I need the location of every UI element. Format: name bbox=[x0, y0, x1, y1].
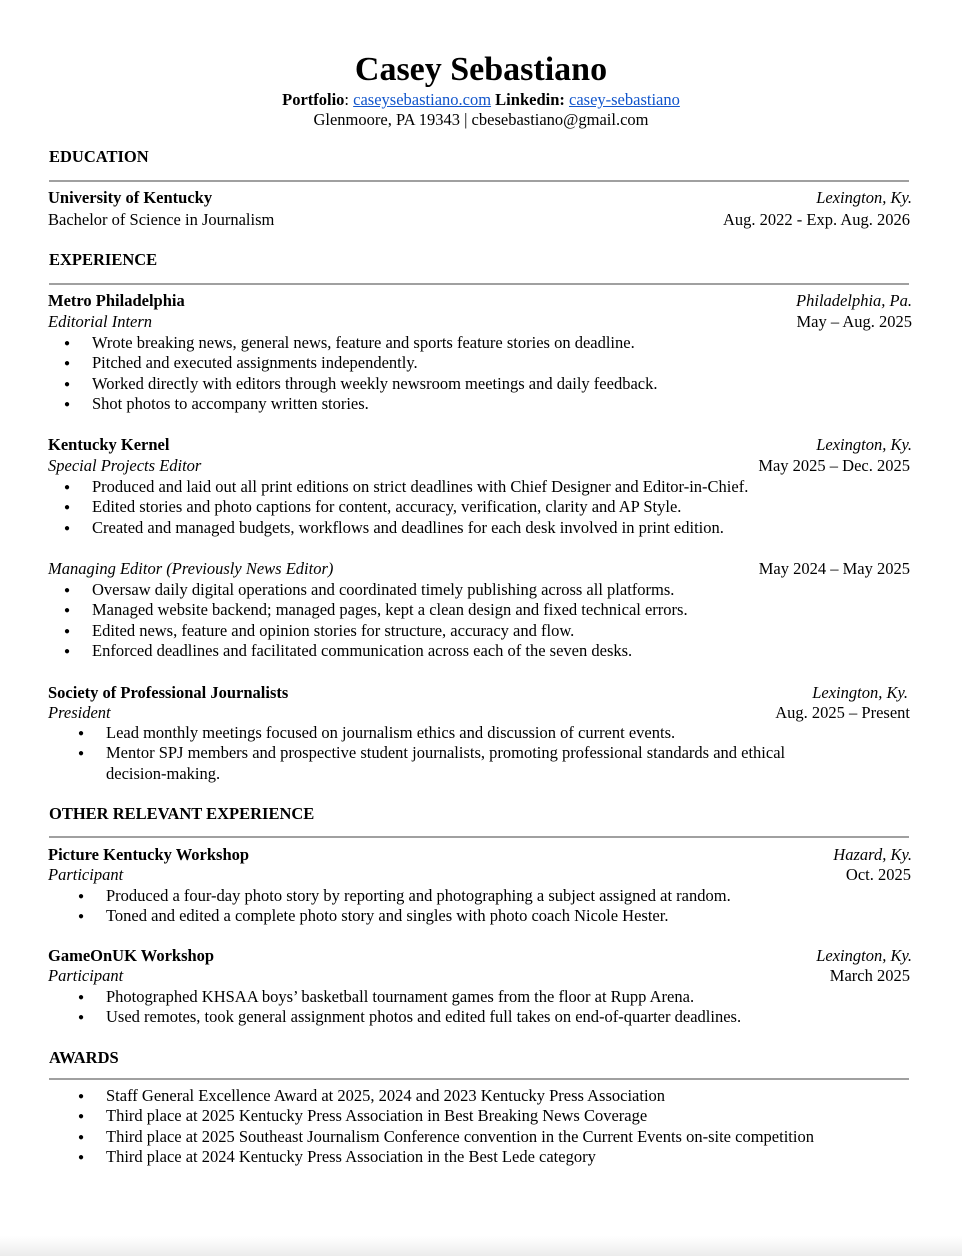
list-item: ● Third place at 2025 Southeast Journalism Conference convention in the Current Events on-site competition bbox=[106, 1127, 906, 1147]
school-location: Lexington, Ky. bbox=[816, 188, 912, 207]
awards-bullets bbox=[106, 1086, 906, 1168]
list-item: ● Third place at 2025 Kentucky Press Association in Best Breaking News Coverage bbox=[106, 1106, 906, 1126]
metro-org-row bbox=[48, 291, 912, 311]
education-title: EDUCATION bbox=[49, 147, 149, 166]
kernel-dates2: May 2024 – May 2025 bbox=[758, 559, 910, 578]
spj-org-row bbox=[48, 683, 908, 703]
other-title: OTHER RELEVANT EXPERIENCE bbox=[49, 804, 315, 823]
spj-org: Society of Professional Journalists bbox=[48, 683, 289, 702]
pkw-bullets bbox=[106, 886, 906, 927]
list-item: ● Third place at 2024 Kentucky Press Association in the Best Lede category bbox=[106, 1147, 906, 1167]
gameon-bullets bbox=[106, 987, 906, 1028]
kernel-bullets bbox=[92, 477, 912, 538]
kernel-bullets2 bbox=[92, 580, 912, 662]
pkw-location: Hazard, Ky. bbox=[833, 845, 912, 864]
list-item: ● Produced a four-day photo story by reporting and photographing a subject assigned at random. bbox=[106, 886, 906, 906]
list-item: ● Worked directly with editors through weekly newsroom meetings and daily feedback. bbox=[92, 374, 912, 394]
list-item: ● Edited news, feature and opinion stories for structure, accuracy and flow. bbox=[92, 621, 912, 641]
metro-dates: May – Aug. 2025 bbox=[796, 312, 912, 331]
page-bottom-shadow bbox=[0, 1236, 962, 1256]
spj-role-row bbox=[48, 703, 910, 723]
pkw-role: Participant bbox=[48, 865, 124, 884]
pkw-dates: Oct. 2025 bbox=[845, 865, 911, 884]
list-item: ● Produced and laid out all print editions on strict deadlines with Chief Designer and Editor-in-Chief. bbox=[92, 477, 912, 497]
gameon-org-row bbox=[48, 946, 912, 966]
kernel-role2: Managing Editor (Previously News Editor) bbox=[48, 559, 334, 578]
gameon-dates: March 2025 bbox=[829, 966, 910, 985]
other-divider bbox=[49, 836, 909, 838]
kernel-org: Kentucky Kernel bbox=[48, 435, 170, 454]
kernel-org-row bbox=[48, 435, 912, 455]
contact-line: Glenmoore, PA 19343 | cbesebastiano@gmail.com bbox=[313, 110, 649, 129]
spj-dates: Aug. 2025 – Present bbox=[775, 703, 910, 722]
list-item: ● Staff General Excellence Award at 2025, 2024 and 2023 Kentucky Press Association bbox=[106, 1086, 906, 1106]
pkw-org-row bbox=[48, 845, 912, 865]
metro-role-row bbox=[48, 312, 912, 332]
kernel-role-row bbox=[48, 456, 910, 476]
pkw-org: Picture Kentucky Workshop bbox=[48, 845, 250, 864]
kernel-dates: May 2025 – Dec. 2025 bbox=[758, 456, 910, 475]
spj-location: Lexington, Ky. bbox=[812, 683, 908, 702]
degree: Bachelor of Science in Journalism bbox=[48, 210, 275, 229]
experience-title: EXPERIENCE bbox=[49, 250, 158, 269]
metro-location: Philadelphia, Pa. bbox=[796, 291, 912, 310]
list-item: ● Shot photos to accompany written stories. bbox=[92, 394, 912, 414]
gameon-role: Participant bbox=[48, 966, 124, 985]
portfolio-label: Portfolio bbox=[282, 90, 345, 109]
list-item: ● Mentor SPJ members and prospective student journalists, promoting professional standards and ethical decision-making. bbox=[106, 743, 846, 784]
list-item: ● Toned and edited a complete photo story and singles with photo coach Nicole Hester. bbox=[106, 906, 906, 926]
resume-header bbox=[0, 50, 962, 130]
education-row-1 bbox=[48, 188, 912, 208]
spj-role: President bbox=[48, 703, 111, 722]
list-item: ● Used remotes, took general assignment photos and edited full takes on end-of-quarter deadlines. bbox=[106, 1007, 906, 1027]
list-item: ● Oversaw daily digital operations and coordinated timely publishing across all platforms. bbox=[92, 580, 912, 600]
metro-org: Metro Philadelphia bbox=[48, 291, 185, 310]
portfolio-link[interactable]: caseysebastiano.com bbox=[353, 90, 492, 109]
gameon-org: GameOnUK Workshop bbox=[48, 946, 215, 965]
education-divider bbox=[49, 180, 909, 182]
list-item: ● Managed website backend; managed pages, kept a clean design and fixed technical errors. bbox=[92, 600, 912, 620]
gameon-role-row bbox=[48, 966, 910, 986]
list-item: ● Pitched and executed assignments independently. bbox=[92, 353, 912, 373]
list-item: ● Enforced deadlines and facilitated communication across each of the seven desks. bbox=[92, 641, 912, 661]
metro-role: Editorial Intern bbox=[48, 312, 153, 331]
links-line: Portfolio: caseysebastiano.com Linkedin: casey-sebastiano bbox=[282, 90, 680, 109]
education-dates: Aug. 2022 - Exp. Aug. 2026 bbox=[723, 210, 910, 229]
metro-bullets bbox=[92, 333, 912, 415]
list-item: ● Created and managed budgets, workflows and deadlines for each desk involved in print edition. bbox=[92, 518, 912, 538]
list-item: ● Photographed KHSAA boys’ basketball tournament games from the floor at Rupp Arena. bbox=[106, 987, 906, 1007]
linkedin-link[interactable]: casey-sebastiano bbox=[569, 90, 680, 109]
kernel-role: Special Projects Editor bbox=[48, 456, 202, 475]
education-row-2 bbox=[48, 210, 910, 230]
list-item: ● Lead monthly meetings focused on journalism ethics and discussion of current events. bbox=[106, 723, 846, 743]
kernel-role2-row bbox=[48, 559, 910, 579]
awards-divider bbox=[49, 1078, 909, 1080]
awards-title: AWARDS bbox=[49, 1048, 119, 1067]
spj-bullets bbox=[106, 723, 846, 784]
list-item: ● Wrote breaking news, general news, feature and sports feature stories on deadline. bbox=[92, 333, 912, 353]
list-item: ● Edited stories and photo captions for content, accuracy, verification, clarity and AP Style. bbox=[92, 497, 912, 517]
gameon-location: Lexington, Ky. bbox=[816, 946, 912, 965]
linkedin-label: Linkedin: bbox=[495, 90, 565, 109]
pkw-role-row bbox=[48, 865, 911, 885]
experience-divider bbox=[49, 283, 909, 285]
candidate-name: Casey Sebastiano bbox=[354, 51, 608, 88]
school-name: University of Kentucky bbox=[48, 188, 213, 207]
kernel-location: Lexington, Ky. bbox=[816, 435, 912, 454]
